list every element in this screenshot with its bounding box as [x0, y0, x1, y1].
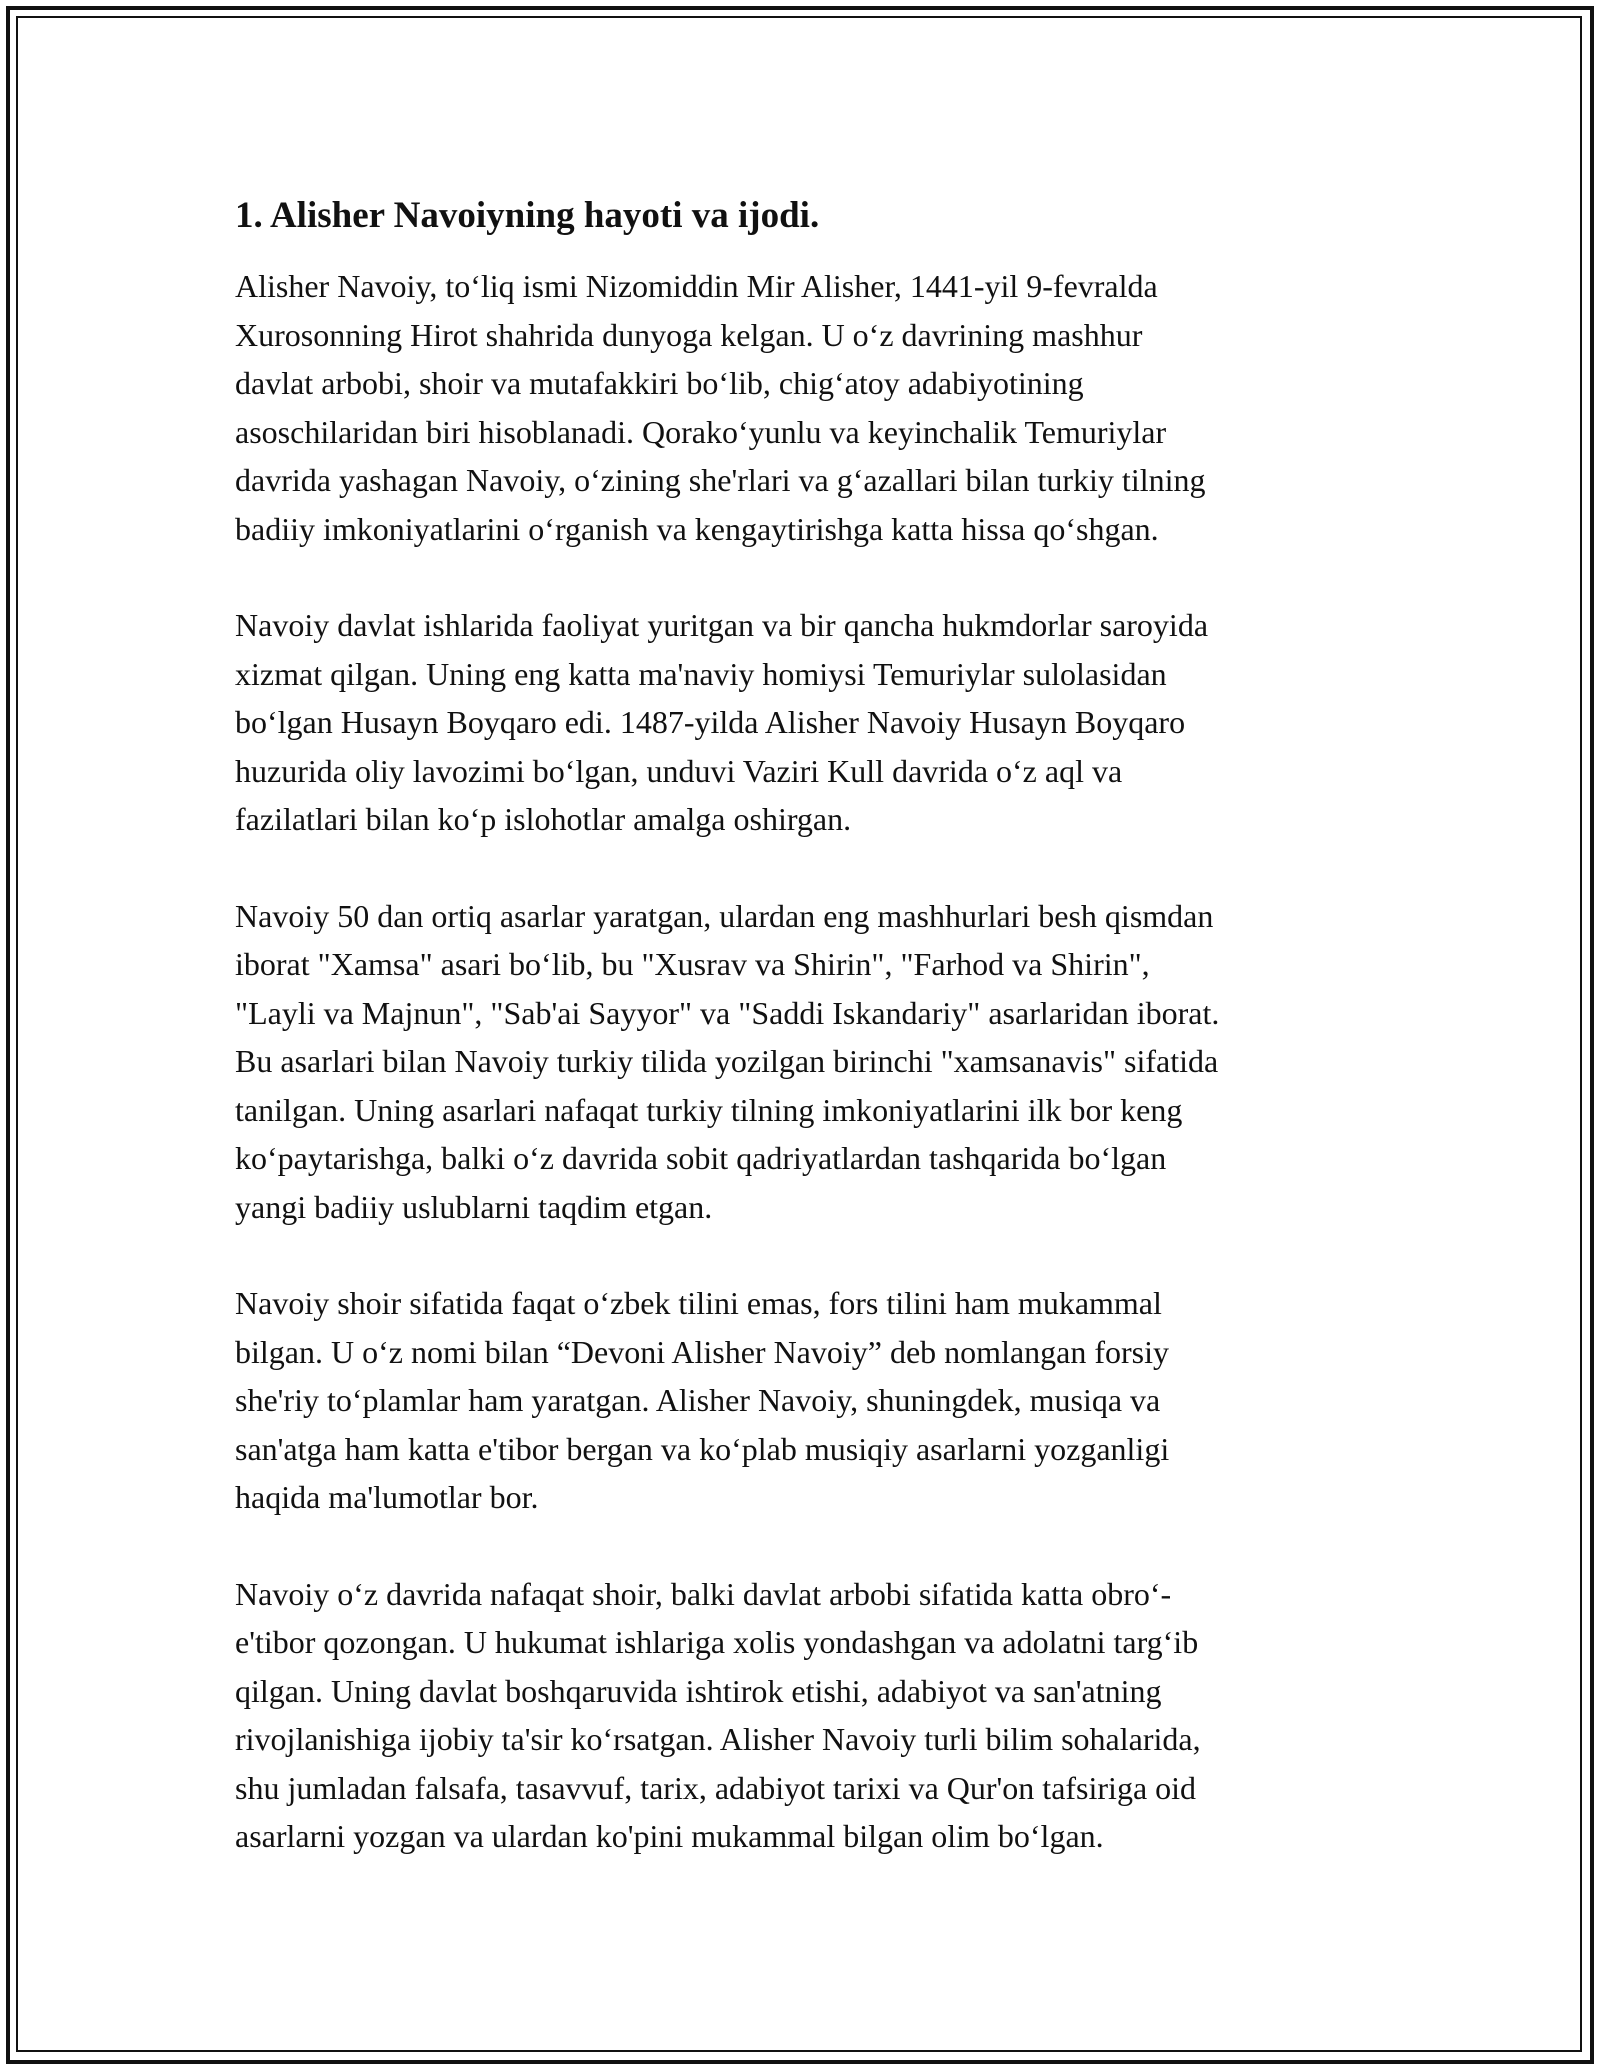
- paragraph-line: huzurida oliy lavozimi bo‘lgan, unduvi Vaziri Kull davrida o‘z aql va: [235, 752, 1123, 789]
- paragraph-line: fazilatlari bilan ko‘p islohotlar amalga oshirgan.: [235, 801, 852, 837]
- paragraph: [235, 262, 1370, 553]
- paragraph-line: bo‘lgan Husayn Boyqaro edi. 1487-yilda Alisher Navoiy Husayn Boyqaro: [235, 704, 1186, 740]
- paragraph-line: Bu asarlari bilan Navoiy turkiy tilida yozilgan birinchi "xamsanavis" sifatida: [235, 1043, 1219, 1079]
- paragraph: [235, 892, 1370, 1232]
- paragraph-line: davrida yashagan Navoiy, o‘zining she'rlari va g‘azallari bilan turkiy tilning: [235, 462, 1206, 498]
- document-body: [235, 190, 1370, 1909]
- paragraph-line: iborat "Xamsa" asari bo‘lib, bu "Xusrav va Shirin", "Farhod va Shirin",: [235, 946, 1150, 982]
- paragraph-line: asarlarni yozgan va ulardan ko'pini mukammal bilgan olim bo‘lgan.: [235, 1818, 1104, 1854]
- paragraph-line: xizmat qilgan. Uning eng katta ma'naviy homiysi Temuriylar sulolasidan: [235, 655, 1167, 692]
- paragraph-line: badiiy imkoniyatlarini o‘rganish va kengaytirishga katta hissa qo‘shgan.: [235, 510, 1159, 547]
- paragraph-line: rivojlanishiga ijobiy ta'sir ko‘rsatgan. Alisher Navoiy turli bilim sohalarida,: [235, 1721, 1201, 1757]
- paragraph-line: asoschilaridan biri hisoblanadi. Qorako‘yunlu va keyinchalik Temuriylar: [235, 413, 1167, 450]
- paragraph-line: Xurosonning Hirot shahrida dunyoga kelgan. U o‘z davrining mashhur: [235, 316, 1143, 353]
- paragraph-line: Alisher Navoiy, to‘liq ismi Nizomiddin Mir Alisher, 1441-yil 9-fevralda: [235, 268, 1158, 304]
- paragraph-line: yangi badiiy uslublarni taqdim etgan.: [235, 1188, 713, 1225]
- paragraph-line: she'riy to‘plamlar ham yaratgan. Alisher Navoiy, shuningdek, musiqa va: [235, 1382, 1161, 1418]
- paragraph-line: san'atga ham katta e'tibor bergan va ko‘plab musiqiy asarlarni yozganligi: [235, 1430, 1170, 1467]
- paragraph-line: bilgan. U o‘z nomi bilan “Devoni Alisher Navoiy” deb nomlangan forsiy: [235, 1333, 1170, 1370]
- paragraph-line: e'tibor qozongan. U hukumat ishlariga xolis yondashgan va adolatni targ‘ib: [235, 1624, 1199, 1660]
- paragraph-line: davlat arbobi, shoir va mutafakkiri bo‘lib, chig‘atoy adabiyotining: [235, 365, 1084, 401]
- paragraph-line: Navoiy 50 dan ortiq asarlar yaratgan, ulardan eng mashhurlari besh qismdan: [235, 897, 1214, 934]
- paragraph-line: ko‘paytarishga, balki o‘z davrida sobit qadriyatlardan tashqarida bo‘lgan: [235, 1140, 1167, 1176]
- paragraph-list: [235, 262, 1370, 1861]
- paragraph: [235, 1570, 1370, 1861]
- paragraph-line: tanilgan. Uning asarlari nafaqat turkiy tilning imkoniyatlarini ilk bor keng: [235, 1091, 1183, 1128]
- paragraph: [235, 601, 1370, 844]
- paragraph-line: Navoiy shoir sifatida faqat o‘zbek tilini emas, fors tilini ham mukammal: [235, 1285, 1162, 1321]
- document-title: 1. Alisher Navoiyning hayoti va ijodi.: [235, 195, 820, 236]
- paragraph-line: Navoiy davlat ishlarida faoliyat yuritgan va bir qancha hukmdorlar saroyida: [235, 607, 1209, 643]
- paragraph-line: shu jumladan falsafa, tasavvuf, tarix, adabiyot tarixi va Qur'on tafsiriga oid: [235, 1769, 1197, 1806]
- paragraph: [235, 1279, 1370, 1522]
- paragraph-line: haqida ma'lumotlar bor.: [235, 1479, 539, 1515]
- paragraph-line: "Layli va Majnun", "Sab'ai Sayyor" va "Saddi Iskandariy" asarlaridan iborat.: [235, 994, 1220, 1031]
- paragraph-line: qilgan. Uning davlat boshqaruvida ishtirok etishi, adabiyot va san'atning: [235, 1672, 1162, 1709]
- paragraph-line: Navoiy o‘z davrida nafaqat shoir, balki davlat arbobi sifatida katta obro‘-: [235, 1575, 1172, 1612]
